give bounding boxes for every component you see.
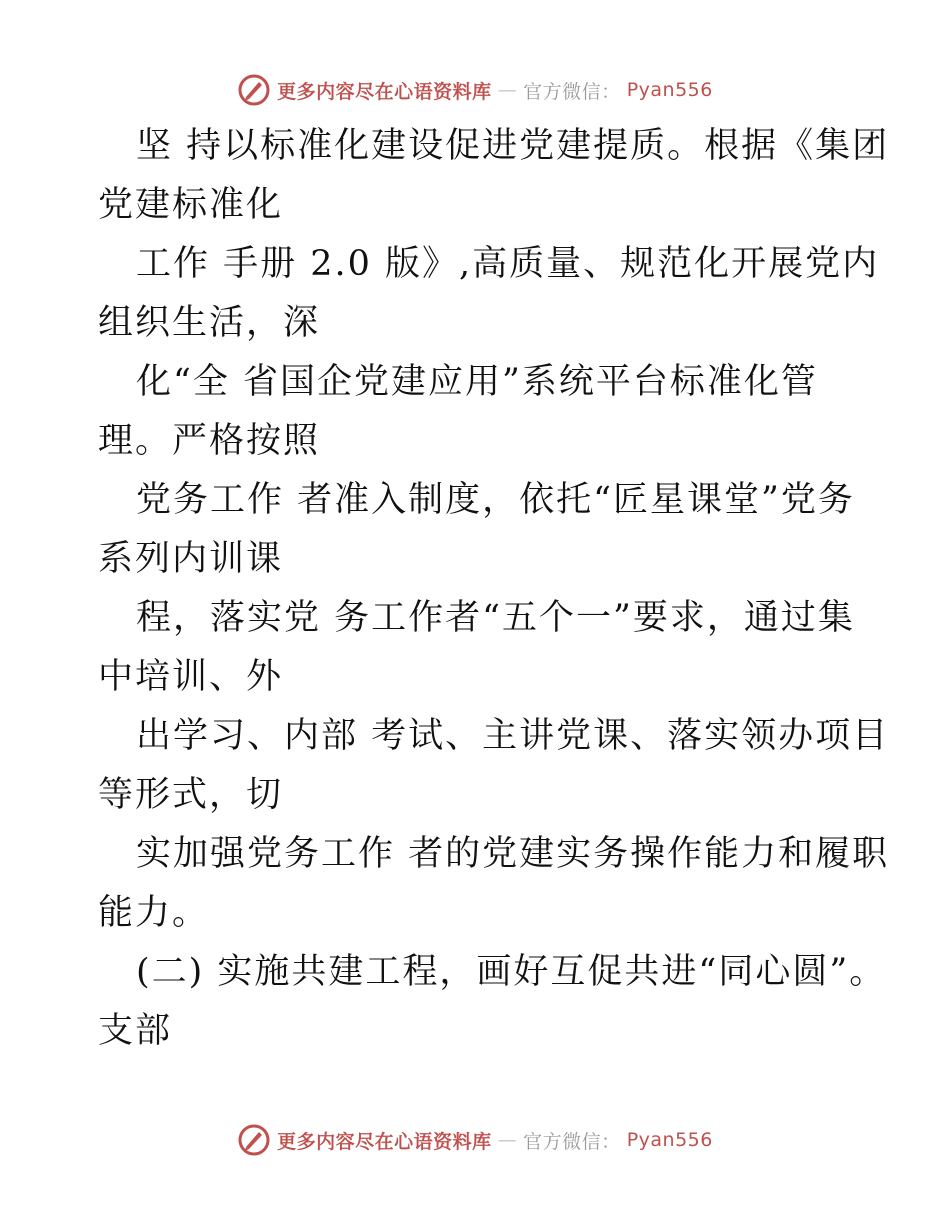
header-watermark: [0, 72, 950, 108]
watermark-label: 官方微信：: [523, 1130, 621, 1153]
text-line: 能力。: [98, 893, 210, 933]
quill-logo-icon: [237, 73, 271, 107]
watermark-label: 官方微信：: [523, 80, 621, 103]
watermark-brand: 更多内容尽在心语资料库: [277, 80, 492, 103]
watermark-separator: —: [497, 79, 518, 101]
watermark-handle: Pyan556: [626, 79, 713, 101]
text-line: 中培训、外: [98, 657, 284, 697]
text-line: 化“全 省国企党建应用”系统平台标准化管: [136, 362, 818, 402]
watermark-separator: —: [497, 1129, 518, 1151]
text-line: 党建标准化: [98, 185, 284, 225]
text-line: 坚 持以标准化建设促进党建提质。根据《集团: [136, 126, 890, 166]
document-body: [98, 117, 890, 1061]
text-line: (二) 实施共建工程，画好互促共进“同心圆”。: [136, 952, 887, 992]
footer-watermark: [0, 1122, 950, 1158]
quill-logo-icon: [237, 1123, 271, 1157]
text-line: 实加强党务工作 者的党建实务操作能力和履职: [136, 834, 890, 874]
text-line: 理。严格按照: [98, 421, 321, 461]
text-line: 程，落实党 务工作者“五个一”要求，通过集: [136, 598, 855, 638]
text-line: 等形式，切: [98, 775, 284, 815]
text-line: 党务工作 者准入制度，依托“匠星课堂”党务: [136, 480, 855, 520]
text-line: 支部: [98, 1011, 173, 1051]
text-line: 系列内训课: [98, 539, 284, 579]
watermark-brand: 更多内容尽在心语资料库: [277, 1130, 492, 1153]
text-line: 组织生活，深: [98, 303, 321, 343]
text-line: 工作 手册 2.0 版》,高质量、规范化开展党内: [136, 244, 880, 284]
text-line: 出学习、内部 考试、主讲党课、落实领办项目: [136, 716, 890, 756]
watermark-handle: Pyan556: [626, 1129, 713, 1151]
